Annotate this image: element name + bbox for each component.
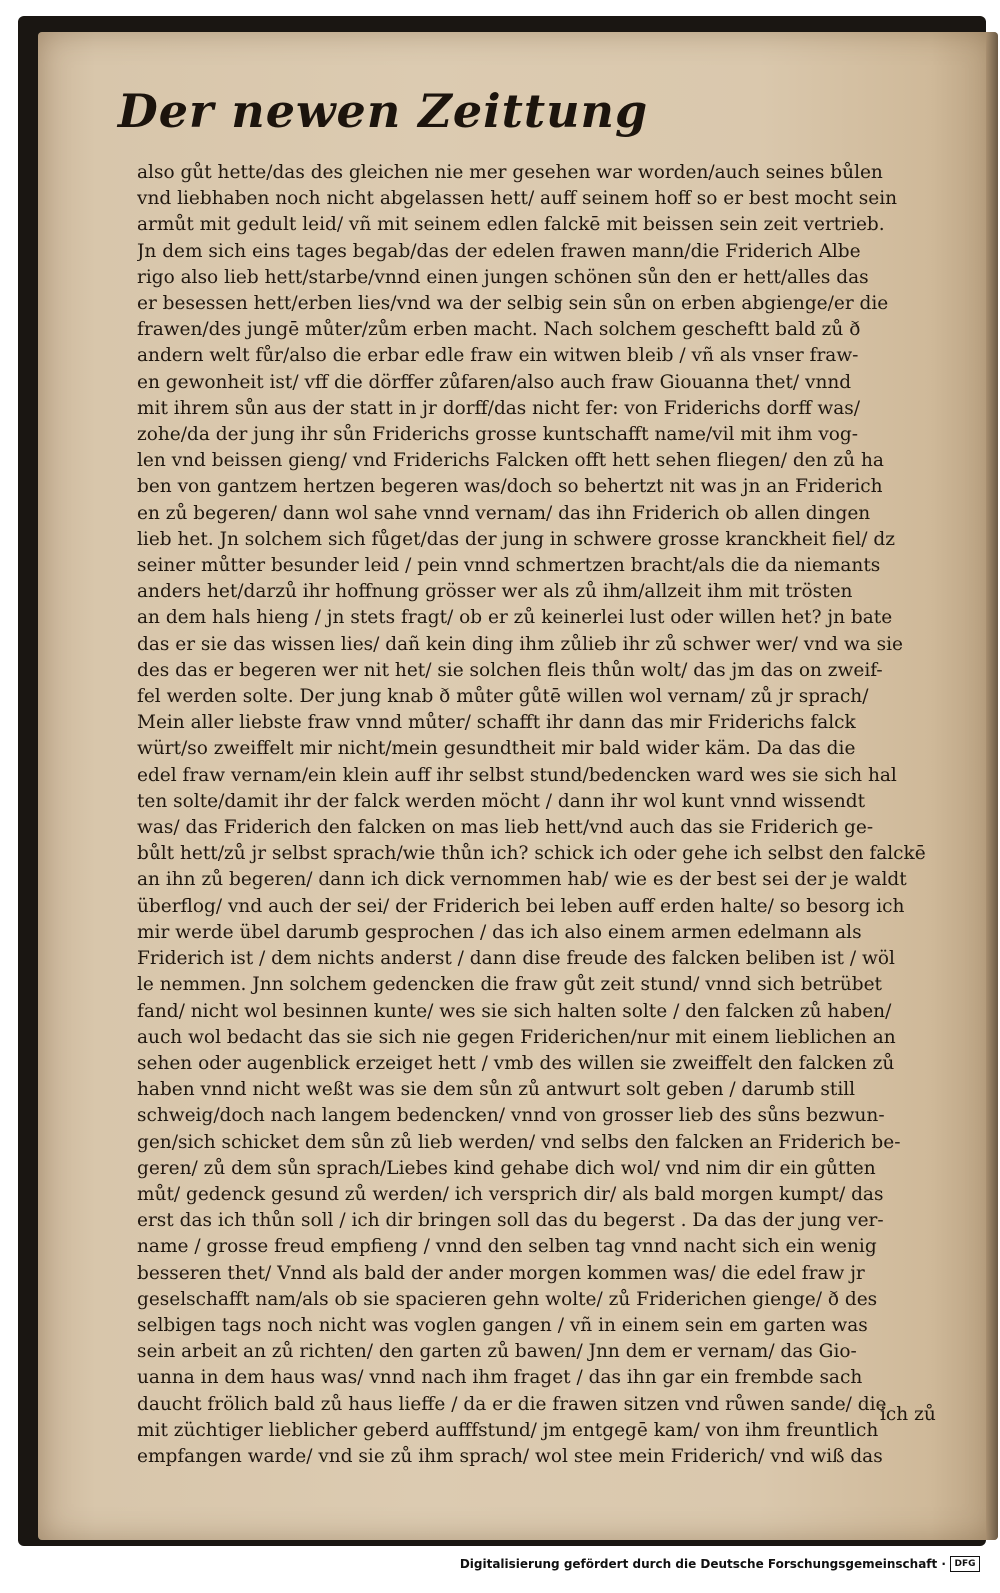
text-line: vnd liebhaben noch nicht abgelassen hett/ auff seinem hoff so er best mocht sein: [137, 188, 898, 210]
text-line: daucht frölich bald zů haus lieffe / da er die frawen sitzen vnd růwen sande/ die: [137, 1393, 887, 1415]
text-line: en zů begeren/ dann wol sahe vnnd vernam/ das ihn Friderich ob allen dingen: [137, 502, 871, 524]
text-line: name / grosse freud empfieng / vnnd den selben tag vnnd nacht sich ein wenig: [137, 1236, 877, 1258]
text-line: en gewonheit ist/ vff die dörffer zůfaren/also auch fraw Giouanna thet/ vnnd: [137, 371, 852, 393]
text-line: zohe/da der jung ihr sůn Friderichs grosse kuntschafft name/vil mit ihm vog-: [137, 424, 859, 446]
text-line: haben vnnd nicht weßt was sie dem sůn zů antwurt solt geben / darumb still: [137, 1079, 856, 1101]
text-line: sein arbeit an zů richten/ den garten zů bawen/ Jnn dem er vernam/ das Gio-: [137, 1341, 857, 1363]
text-line: überflog/ vnd auch der sei/ der Friderich bei leben auff erden halte/ so besorg ich: [137, 895, 905, 917]
text-line: můt/ gedenck gesund zů werden/ ich versprich dir/ als bald morgen kumpt/ das: [137, 1183, 884, 1205]
text-line: len vnd beissen gieng/ vnd Friderichs Falcken offt hett sehen fliegen/ den zů ha: [137, 450, 884, 472]
text-line: ten solte/damit ihr der falck werden möcht / dann ihr wol kunt vnnd wissendt: [137, 790, 866, 812]
body-text: [137, 160, 967, 1470]
text-line: ben von gantzem hertzen begeren was/doch so behertzt nit was jn an Friderich: [137, 476, 883, 498]
running-head: Der newen Zeittung: [117, 84, 649, 138]
text-line: des das er begeren wer nit het/ sie solchen fleis thůn wolt/ das jm das on zweif-: [137, 659, 883, 681]
text-line: seiner můtter besunder leid / pein vnnd schmertzen bracht/als die da niemants: [137, 555, 881, 577]
text-line: selbigen tags noch nicht was voglen gangen / vñ in einem sein em garten was: [137, 1314, 868, 1336]
text-line: fand/ nicht wol besinnen kunte/ wes sie sich halten solte / den falcken zů haben/: [137, 1000, 892, 1022]
text-line: geselschafft nam/als ob sie spacieren gehn wolte/ zů Friderichen gienge/ ð des: [137, 1288, 878, 1310]
text-line: armůt mit gedult leid/ vñ mit seinem edlen falckē mit beissen sein zeit vertrieb.: [137, 214, 885, 236]
footer-credit-text: Digitalisierung gefördert durch die Deutsche Forschungsgemeinschaft ·: [459, 1557, 946, 1571]
text-line: le nemmen. Jnn solchem gedencken die fraw gůt zeit stund/ vnnd sich betrübet: [137, 974, 882, 996]
text-line: geren/ zů dem sůn sprach/Liebes kind gehabe dich wol/ vnd nim dir ein gůtten: [137, 1157, 876, 1179]
text-line: an ihn zů begeren/ dann ich dick vernommen hab/ wie es der best sei der je waldt: [137, 869, 907, 891]
text-line: auch wol bedacht das sie sich nie gegen Friderichen/nur mit einem lieblichen an: [137, 1026, 896, 1048]
catchword: ich zů: [880, 1404, 936, 1425]
text-line: fel werden solte. Der jung knab ð můter gůtē willen wol vernam/ zů jr sprach/: [137, 686, 869, 708]
book-page: [38, 32, 998, 1540]
footer-credit: [460, 1556, 980, 1572]
text-line: was/ das Friderich den falcken on mas lieb hett/vnd auch das sie Friderich ge-: [137, 817, 874, 839]
text-line: gen/sich schicket dem sůn zů lieb werden/ vnd selbs den falcken an Friderich be-: [137, 1131, 901, 1153]
text-line: Jn dem sich eins tages begab/das der edelen frawen mann/die Friderich Albe: [137, 240, 861, 262]
text-line: mit züchtiger lieblicher geberd aufffstund/ jm entgegē kam/ von ihm freuntlich: [137, 1419, 879, 1441]
text-line: rigo also lieb hett/starbe/vnnd einen jungen schönen sůn den er hett/alles das: [137, 266, 869, 288]
text-line: edel fraw vernam/ein klein auff ihr selbst stund/bedencken ward wes sie sich hal: [137, 764, 897, 786]
text-line: frawen/des jungē můter/zům erben macht. Nach solchem gescheftt bald zů ð: [137, 319, 861, 341]
text-line: das er sie das wissen lies/ dañ kein ding ihm zůlieb ihr zů schwer wer/ vnd wa sie: [137, 633, 903, 655]
text-line: anders het/darzů ihr hoffnung grösser wer als zů ihm/allzeit ihm mit trösten: [137, 581, 853, 603]
text-line: uanna in dem haus was/ vnnd nach ihm fraget / das ihn gar ein frembde sach: [137, 1367, 863, 1389]
text-line: Friderich ist / dem nichts anderst / dann dise freude des falcken beliben ist / wöl: [137, 948, 895, 970]
text-line: empfangen warde/ vnd sie zů ihm sprach/ wol stee mein Friderich/ vnd wiß das: [137, 1445, 883, 1467]
text-line: bůlt hett/zů jr selbst sprach/wie thůn ich? schick ich oder gehe ich selbst den falckē: [137, 843, 926, 865]
text-line: erst das ich thůn soll / ich dir bringen soll das du begerst . Da das der jung ver-: [137, 1210, 884, 1232]
dfg-logo: DFG: [950, 1556, 980, 1572]
text-line: Mein aller liebste fraw vnnd můter/ schafft ihr dann das mir Friderichs falck: [137, 712, 856, 734]
text-line: mir werde übel darumb gesprochen / das ich also einem armen edelmann als: [137, 921, 862, 943]
page-edge: [986, 32, 998, 1540]
text-line: schweig/doch nach langem bedencken/ vnnd von grosser lieb des sůns bezwun-: [137, 1105, 885, 1127]
text-line: er besessen hett/erben lies/vnd wa der selbig sein sůn on erben abgienge/er die: [137, 293, 889, 315]
text-line: besseren thet/ Vnnd als bald der ander morgen kommen was/ die edel fraw jr: [137, 1262, 865, 1284]
text-line: mit ihrem sůn aus der statt in jr dorff/das nicht fer: von Friderichs dorff was/: [137, 397, 860, 419]
text-line: lieb het. Jn solchem sich fůget/das der jung in schwere grosse kranckheit fiel/ dz: [137, 528, 895, 550]
text-line: würt/so zweiffelt mir nicht/mein gesundtheit mir bald wider käm. Da das die: [137, 738, 856, 760]
text-line: an dem hals hieng / jn stets fragt/ ob er zů keinerlei lust oder willen het? jn bate: [137, 607, 893, 629]
text-line: sehen oder augenblick erzeiget hett / vmb des willen sie zweiffelt den falcken zů: [137, 1052, 895, 1074]
text-line: also gůt hette/das des gleichen nie mer gesehen war worden/auch seines bůlen: [137, 162, 883, 183]
text-line: andern welt fůr/also die erbar edle fraw ein witwen bleib / vñ als vnser fraw-: [137, 345, 859, 367]
